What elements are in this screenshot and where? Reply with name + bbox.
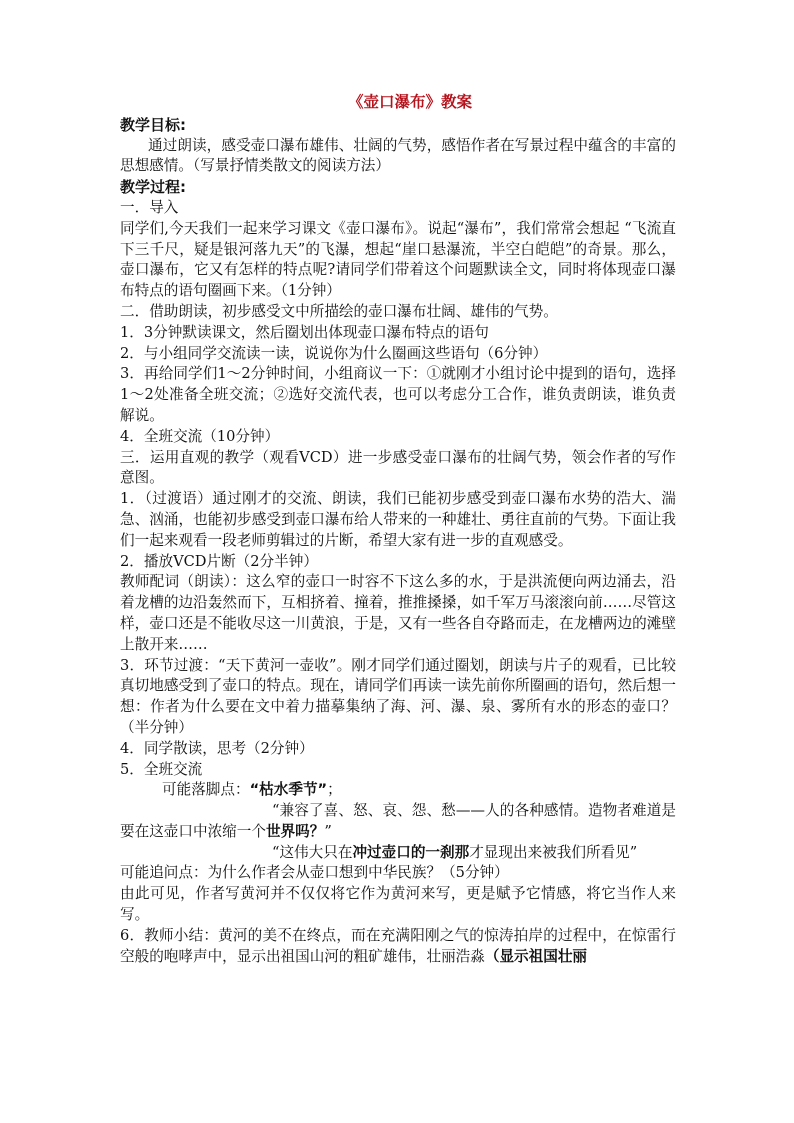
teacher-summary-emphasis: （显示祖国壮丽: [484, 947, 588, 965]
possible-point: [120, 780, 676, 801]
section-2-item-2: 2．与小组同学交流读一读，说说你为什么圈画这些语句（6分钟）: [120, 344, 548, 362]
section-3-item-2-text: 教师配词（朗读）：这么窄的壶口一时容不下这么多的水，于是洪流便向两边涌去，沿着龙槽的边沿轰然而下，互相挤着、撞着，推推搡搡，如千军万马滚滚向前……尽管这样，壶口还是不能收尽这一川黄浪，于是，又有一些各自夺路而走，在龙槽两边的滩壁上散开来……: [120, 573, 676, 653]
possible-point-sep: ；: [327, 781, 342, 799]
quote-1-emphasis: 世界吗？: [265, 822, 325, 840]
possible-point-key: “枯水季节”: [249, 781, 328, 799]
section-1-title: 一．导入: [120, 198, 179, 216]
quote-1: [120, 801, 676, 843]
teacher-summary: [120, 926, 676, 968]
goal-heading: 教学目标:: [120, 115, 186, 134]
quote-2-emphasis: 冲过壶口的一刹那: [352, 843, 470, 861]
quote-2-text: “这伟大只在: [272, 843, 353, 861]
possible-point-label: 可能落脚点：: [162, 781, 250, 799]
section-2-title: 二．借助朗读，初步感受文中所描绘的壶口瀑布壮阔、雄伟的气势。: [120, 302, 558, 320]
section-3-item-1: 1．（过渡语）通过刚才的交流、朗读，我们已能初步感受到壶口瀑布水势的浩大、湍急、汹涌，也能初步感受到壶口瀑布给人带来的一种雄壮、勇往直前的气势。下面让我们一起来观看一段老师剪辑过的片断，希望大家有进一步的直观感受。: [120, 490, 676, 549]
process-heading: 教学过程:: [120, 178, 186, 197]
section-3-item-2: 2．播放VCD片断（2分半钟）: [120, 552, 318, 570]
quote-2: [120, 843, 676, 864]
section-2-item-1: 1．3分钟默读课文，然后圈划出体现壶口瀑布特点的语句: [120, 323, 489, 341]
quote-1-text: “兼容了喜、怒、哀、怨、愁——人的各种感情。造物者难道是要在这壶口中浓缩一个: [120, 802, 676, 840]
section-3-title: 三．运用直观的教学（观看VCD）进一步感受壶口瀑布的壮阔气势，领会作者的写作意图。: [120, 448, 676, 487]
document-title: 《壶口瀑布》教案: [347, 92, 472, 111]
section-2-item-3: 3．再给同学们1～2分钟时间，小组商议一下：①就刚才小组讨论中提到的语句，选择1～2处准备全班交流；②选好交流代表，也可以考虑分工合作，谁负责朗读，谁负责解说。: [120, 365, 676, 424]
section-3-item-3: 3．环节过渡：“天下黄河一壶收”。刚才同学们通过圈划，朗读与片子的观看，已比较真切地感受到了壶口的特点。现在，请同学们再读一读先前你所圈画的语句，然后想一想：作者为什么要在文中着力描摹集纳了海、河、瀑、泉、雾所有水的形态的壶口？（半分钟）: [120, 656, 676, 736]
conclusion-text: 由此可见，作者写黄河并不仅仅将它作为黄河来写，更是赋予它情感，将它当作人来写。: [120, 885, 676, 924]
section-2-item-4: 4．全班交流（10分钟）: [120, 427, 280, 445]
follow-up-question: 可能追问点：为什么作者会从壶口想到中华民族？（5分钟）: [120, 864, 509, 882]
goal-text: 通过朗读，感受壶口瀑布雄伟、壮阔的气势，感悟作者在写景过程中蕴含的丰富的思想感情。（写景抒情类散文的阅读方法）: [120, 136, 676, 175]
quote-1-end: ”: [324, 822, 332, 840]
section-3-item-5: 5．全班交流: [120, 760, 203, 778]
section-1-text: 同学们,今天我们一起来学习课文《壶口瀑布》。说起“瀑布”，我们常常会想起 “飞流直下三千尺，疑是银河落九天”的飞瀑，想起“崖口悬瀑流，半空白皑皑”的奇景。那么，壶口瀑布，它又有怎样的特点呢?请同学们带着这个问题默读全文，同时将体现壶口瀑布特点的语句圈画下来。（1分钟）: [120, 219, 676, 300]
teacher-summary-text: 6．教师小结：黄河的美不在终点，而在充满阳刚之气的惊涛拍岸的过程中，在惊雷行空般的咆哮声中，显示出祖国山河的粗矿雄伟，壮丽浩淼: [120, 926, 676, 965]
section-3-item-4: 4．同学散读，思考（2分钟）: [120, 739, 314, 757]
quote-2-end: 才显现出来被我们所看见”: [469, 843, 638, 861]
lesson-plan-body: [120, 92, 676, 967]
